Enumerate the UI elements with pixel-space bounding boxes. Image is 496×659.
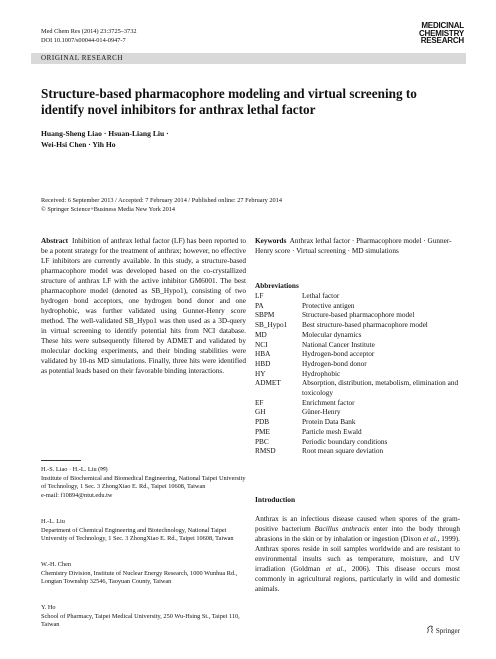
abbreviation-key: SB_Hypo1 <box>255 321 288 330</box>
journal-citation: Med Chem Res (2014) 23:3725–3732 <box>41 28 137 35</box>
abbreviation-row <box>255 447 465 457</box>
abbreviation-key: HY <box>255 369 266 378</box>
et-al: et al. <box>325 565 345 573</box>
abbreviation-key: HBD <box>255 359 271 368</box>
abbreviation-value: Lethal factor <box>302 292 340 300</box>
abbreviation-row <box>255 360 465 370</box>
abbreviation-row <box>255 428 465 438</box>
et-al: et al. <box>423 535 438 543</box>
abbreviation-row <box>255 311 465 321</box>
affiliation-address: Institute of Biochemical and Biomedical Engineering, National Taipei University of Technology, 1 Sec. 3 ZhongXiao E. Rd., Taipei 10608, Taiwan <box>41 474 246 491</box>
introduction-text <box>255 514 460 594</box>
abbreviation-row <box>255 408 465 418</box>
abbreviation-row <box>255 438 465 448</box>
logo-line: RESEARCH <box>420 36 464 46</box>
abbreviation-key: LF <box>255 292 264 300</box>
abbreviation-value: Structure-based pharmacophore model <box>302 311 415 320</box>
intro-text-part: enter into the body through abrasions in the skin or by inhalation or ingestion (Dixon <box>255 525 460 543</box>
abbreviation-key: ADMET <box>255 379 281 388</box>
abbreviation-row <box>255 370 465 380</box>
author-line: Wei-Hsi Chen · Yih Ho <box>41 140 116 149</box>
abbreviation-key: PDB <box>255 418 270 427</box>
abbreviation-value: Protective antigen <box>302 301 355 310</box>
article-title: Structure-based pharmacophore modeling and virtual screening to identify novel inhibitors for anthrax lethal factor <box>41 86 417 117</box>
affiliation-name: W.-H. Chen <box>41 561 72 568</box>
introduction-heading: Introduction <box>255 495 296 504</box>
journal-logo <box>419 22 464 45</box>
abbreviation-key: EF <box>255 398 264 407</box>
affiliation <box>41 466 246 500</box>
abbreviations-title: Abbreviations <box>255 282 299 290</box>
intro-text-part: , 2006). This disease occurs most commonly in agricultural regions, particularly in wild and domestic animals. <box>255 565 461 593</box>
affiliation-address: School of Pharmacy, Taipei Medical University, 250 Wu-Hsing St., Taipei 110, Taiwan <box>41 612 240 629</box>
intro-text-part: , 1999). Anthrax spores reside in soil samples worldwide and are resistant to environmental insults such as temperature, moisture, and UV irradiation (Goldman <box>255 535 460 573</box>
affiliation-address: Department of Chemical Engineering and Biotechnology, National Taipei University of Technology, 1 Sec. 3 ZhongXiao E. Rd., Taipei 10608, Taiwan <box>41 526 234 543</box>
author-list <box>41 128 321 150</box>
abbreviation-value: Root mean square deviation <box>302 447 384 456</box>
abbreviations-list <box>255 292 465 457</box>
abbreviation-row <box>255 341 465 351</box>
abbreviation-value: National Cancer Institute <box>302 340 375 349</box>
abbreviation-key: HBA <box>255 350 271 359</box>
abbreviation-value: Hydrogen-bond acceptor <box>302 350 375 359</box>
abbreviation-row <box>255 379 465 398</box>
abbreviation-value: Periodic boundary conditions <box>302 437 388 446</box>
abbreviation-key: PME <box>255 427 270 436</box>
abstract-text: Inhibition of anthrax lethal factor (LF) has been reported to be a potent strategy for the treatment of anthrax; however, no effective LF inhibitors are currently available. In this study, a structure-based pharmacophore model was developed based on the co-crystallized structure of anthrax LF with the active inhibitor GM6001. The best pharmacophore model (denoted as SB_Hypo1), consisting of two hydrogen bond acceptors, one hydrogen bond donor and one hydrophobic, was further validated using Gunner-Henry score method. The well-validated SB_Hypo1 was then used as a 3D-query in virtual screening to identify potential hits from NCI database. These hits were subsequently filtered by ADMET and validated by molecular docking experiments, and their binding stabilities were validated by 10-ns MD simulations. Finally, three hits were identified as potential leads based on their favorable binding interactions. <box>41 237 246 375</box>
author-line: Huang-Sheng Liao · Hsuan-Liang Liu · <box>41 129 169 138</box>
dates-line: Received: 6 September 2013 / Accepted: 7 February 2014 / Published online: 27 February 2014 <box>41 197 282 204</box>
abbreviation-value: Best structure-based pharmacophore model <box>302 321 428 330</box>
publisher-name: Springer <box>435 627 460 635</box>
abbreviation-value: Particle mesh Ewald <box>302 427 362 436</box>
journal-header <box>41 27 137 45</box>
publication-dates <box>41 196 461 214</box>
abbreviation-row <box>255 418 465 428</box>
abbreviation-value: Protein Data Bank <box>302 418 356 427</box>
abbreviation-value: Enrichment factor <box>302 398 355 407</box>
abbreviation-row <box>255 302 465 312</box>
abbreviation-key: PBC <box>255 437 269 446</box>
abbreviation-row <box>255 399 465 409</box>
intro-text-part: Anthrax is an infectious disease caused when spores of the gram-positive bacterium <box>255 515 460 533</box>
abbreviation-row <box>255 321 465 331</box>
section-label: ORIGINAL RESEARCH <box>41 54 124 62</box>
keywords-text: Anthrax lethal factor · Pharmacophore model · Gunner-Henry score · Virtual screening · MD simulations <box>255 237 452 255</box>
species-name: Bacillus anthracis <box>314 525 370 533</box>
abbreviation-key: SBPM <box>255 311 275 320</box>
footnote-rule <box>41 460 81 461</box>
abstract-label: Abstract <box>41 237 68 245</box>
abbreviation-value: Güner-Henry <box>302 408 341 417</box>
affiliation-name: Y. Ho <box>41 604 56 611</box>
copyright-line: © Springer Science+Business Media New York 2014 <box>41 206 176 213</box>
abbreviation-row <box>255 350 465 360</box>
affiliation-email[interactable]: e-mail: f10894@ntut.edu.tw <box>41 491 113 499</box>
springer-horse-icon <box>426 625 434 634</box>
logo-line: CHEMISTRY <box>418 28 464 38</box>
publisher-mark <box>426 625 460 635</box>
affiliation <box>41 518 246 544</box>
affiliation-address: Chemistry Division, Institute of Nuclear Energy Research, 1000 Wunhua Rd., Longtan Township 32546, Taoyuan County, Taiwan <box>41 569 238 586</box>
logo-line: MEDICINAL <box>421 21 464 30</box>
abbreviation-value: Hydrogen-bond donor <box>302 359 367 368</box>
doi-text: DOI 10.1007/s00044-014-0947-7 <box>41 37 126 44</box>
abbreviation-value: Absorption, distribution, metabolism, elimination and toxicology <box>302 379 459 398</box>
section-band <box>31 53 466 64</box>
abbreviation-key: PA <box>255 301 264 310</box>
abbreviation-value: Hydrophobic <box>302 369 341 378</box>
keywords-label: Keywords <box>255 237 287 245</box>
abbreviation-row <box>255 292 465 302</box>
abbreviation-key: NCI <box>255 340 268 349</box>
affiliation-name: H.-S. Liao · H.-L. Liu (✉) <box>41 466 108 473</box>
affiliation-name: H.-L. Liu <box>41 518 65 525</box>
abbreviation-key: MD <box>255 330 267 339</box>
abstract <box>41 236 246 376</box>
abbreviation-value: Molecular dynamics <box>302 330 362 339</box>
keywords <box>255 236 460 256</box>
abbreviation-key: GH <box>255 408 266 417</box>
abbreviation-row <box>255 331 465 341</box>
affiliation <box>41 604 246 630</box>
affiliation <box>41 561 246 587</box>
abbreviation-key: RMSD <box>255 447 276 456</box>
